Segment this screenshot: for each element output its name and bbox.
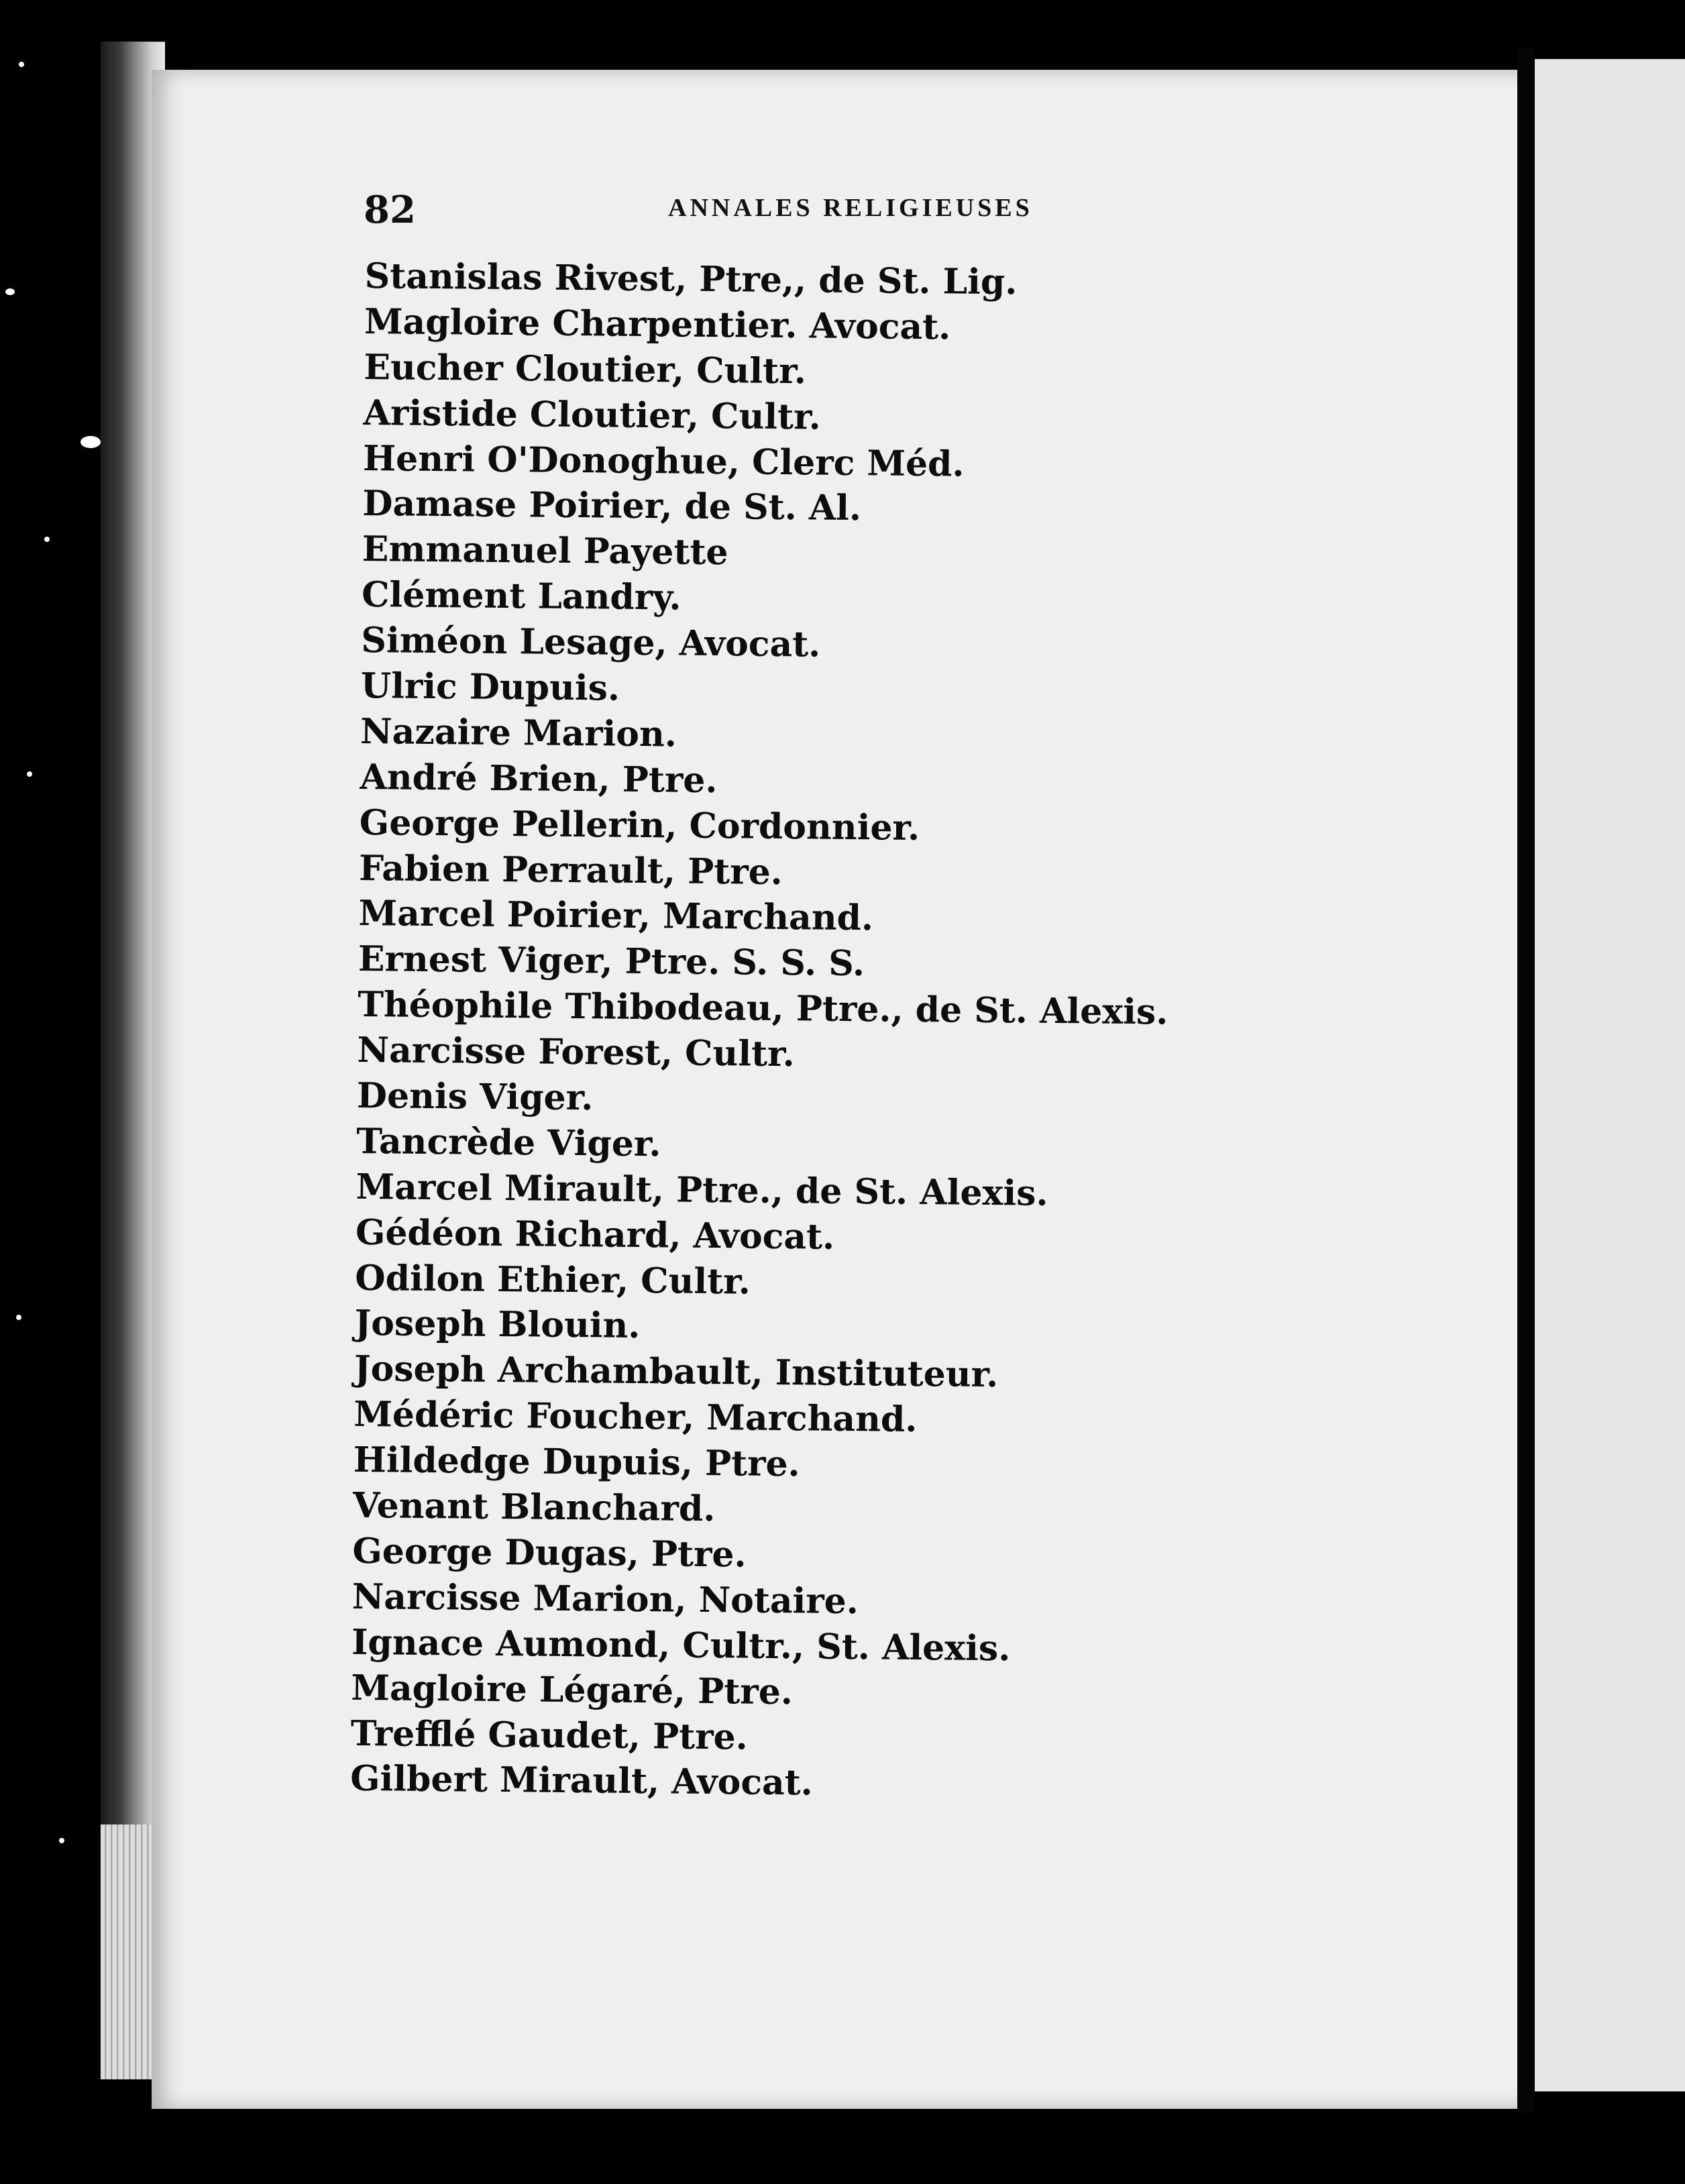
list-item: Marcel Mirault, Ptre., de St. Alexis. [356,1166,1048,1214]
dust-speck [19,62,24,67]
list-item: Clément Landry. [361,574,682,618]
list-item: Ulric Dupuis. [360,665,620,709]
list-item: Hildedge Dupuis, Ptre. [353,1439,800,1485]
dust-speck [59,1838,64,1843]
list-item: Ignace Aumond, Cultr., St. Alexis. [351,1621,1011,1670]
list-item: Denis Viger. [356,1075,594,1119]
list-item: Marcel Poirier, Marchand. [358,893,874,939]
list-item: Tancrède Viger. [356,1120,661,1165]
list-item: Stanislas Rivest, Ptre,, de St. Lig. [364,255,1018,303]
list-item: Fabien Perrault, Ptre. [358,847,783,893]
list-item: André Brien, Ptre. [360,756,718,801]
list-item: George Pellerin, Cordonnier. [359,802,920,849]
dust-speck [27,771,32,777]
name-list [350,254,1175,1810]
dust-speck [16,1315,21,1320]
list-item: Eucher Cloutier, Cultr. [364,346,807,392]
list-item: Narcisse Forest, Cultr. [357,1030,796,1075]
list-item: Magloire Légaré, Ptre. [351,1667,794,1712]
dust-speck [5,288,15,295]
list-item: Gédéon Richard, Avocat. [355,1211,835,1258]
list-item: Médéric Foucher, Marchand. [354,1394,918,1441]
list-item: Venant Blanchard. [352,1484,716,1530]
running-head: ANNALES RELIGIEUSES [668,194,1033,222]
list-item: Odilon Ethier, Cultr. [355,1257,751,1303]
list-item: Aristide Cloutier, Cultr. [363,392,822,438]
list-item: Damase Poirier, de St. Al. [362,483,862,529]
list-item: Siméon Lesage, Avocat. [361,620,821,665]
list-item: Emmanuel Payette [362,529,728,574]
list-item: Ernest Viger, Ptre. S. S. S. [358,938,865,985]
right-page-fragment [1535,59,1685,2091]
list-item: Henri O'Donoghue, Clerc Méd. [362,437,965,485]
page-number: 82 [364,188,416,232]
list-item: Trefflé Gaudet, Ptre. [350,1712,749,1758]
list-item: Joseph Blouin. [354,1303,641,1347]
page-gutter [1517,47,1535,2113]
dust-speck [80,436,101,448]
list-item: George Dugas, Ptre. [352,1530,747,1576]
list-item: Gilbert Mirault, Avocat. [349,1758,814,1804]
list-item: Théophile Thibodeau, Ptre., de St. Alexis. [357,984,1168,1033]
list-item: Nazaire Marion. [360,710,677,755]
list-item: Narcisse Marion, Notaire. [351,1576,859,1622]
list-item: Magloire Charpentier. Avocat. [364,301,951,348]
dust-speck [44,537,50,542]
list-item: Joseph Archambault, Instituteur. [354,1348,999,1396]
